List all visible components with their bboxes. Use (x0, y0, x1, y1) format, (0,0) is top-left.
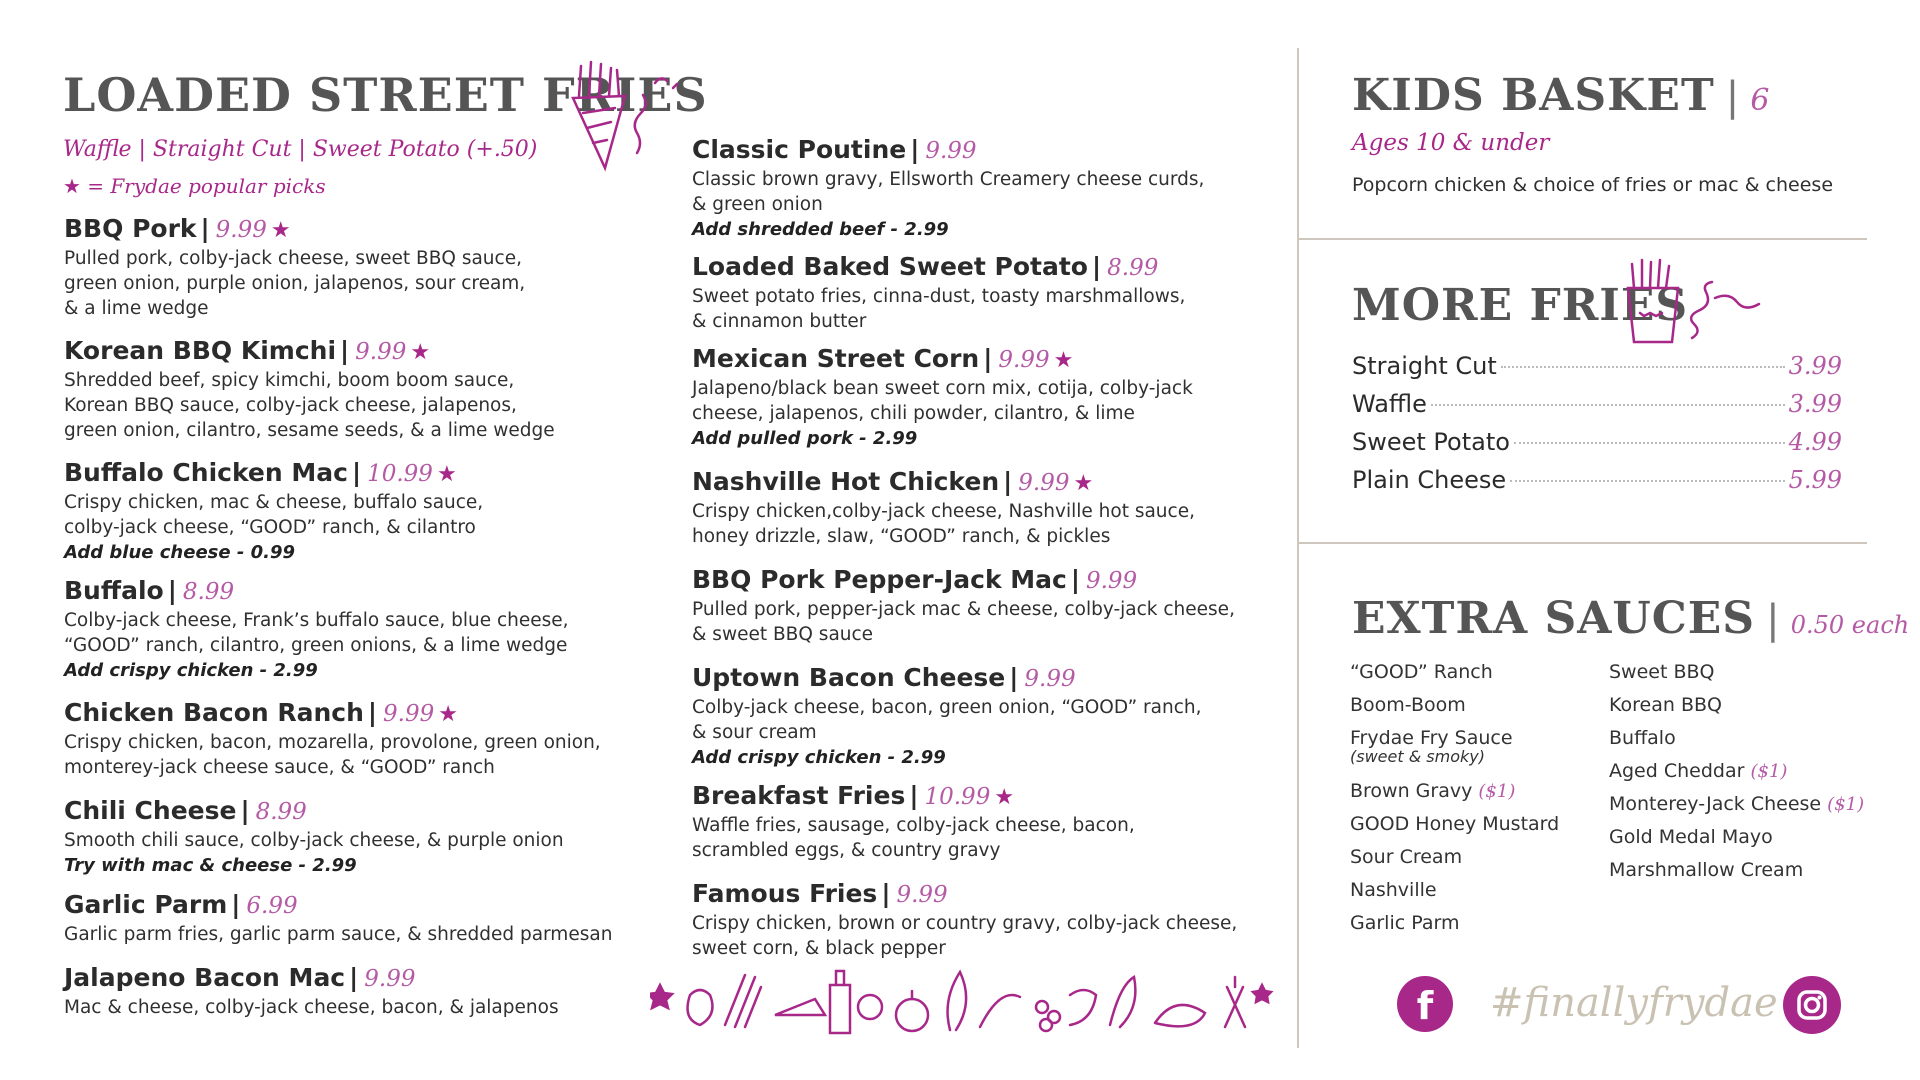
menu-item-desc: Smooth chili sauce, colby-jack cheese, & purple onion (64, 830, 564, 851)
menu-item-desc: scrambled eggs, & country gravy (692, 840, 1001, 861)
fries-cone-icon (565, 58, 695, 173)
menu-item-name: Chili Cheese | 8.99 (64, 796, 307, 825)
menu-item-name: Buffalo Chicken Mac | 10.99 ★ (64, 458, 457, 487)
menu-item-addon: Try with mac & cheese - 2.99 (64, 855, 357, 876)
menu-item-desc: green onion, cilantro, sesame seeds, & a lime wedge (64, 420, 555, 441)
menu-item-price: 9.99 (998, 347, 1050, 373)
kids-basket-ages: Ages 10 & under (1352, 130, 1550, 156)
sauce-item (1609, 694, 1722, 716)
popular-legend (63, 174, 326, 198)
sauce-item (1350, 813, 1559, 835)
sauce-item (1350, 780, 1515, 802)
menu-item-desc: Colby-jack cheese, bacon, green onion, “GOOD” ranch, (692, 697, 1202, 718)
sauce-extra-price: ($1) (1827, 794, 1865, 815)
sauce-name: Sour Cream (1350, 846, 1463, 868)
star-icon: ★ (270, 218, 291, 243)
sauce-item (1350, 727, 1513, 765)
menu-item-desc: sweet corn, & black pepper (692, 938, 946, 959)
menu-item-price: 8.99 (1107, 255, 1159, 281)
menu-item-desc: Crispy chicken, mac & cheese, buffalo sauce, (64, 492, 484, 513)
star-icon: ★ (1053, 348, 1074, 373)
vertical-divider (1297, 48, 1299, 1048)
kids-basket-header: KIDS BASKET | 6 (1352, 70, 1770, 121)
menu-item-addon: Add crispy chicken - 2.99 (64, 660, 318, 681)
menu-item-price: 9.99 (364, 966, 416, 992)
leader-dots (1431, 404, 1785, 406)
sauce-item (1609, 859, 1803, 881)
sauce-name: Gold Medal Mayo (1609, 826, 1773, 848)
menu-item-desc: Classic brown gravy, Ellsworth Creamery cheese curds, (692, 169, 1205, 190)
menu-item-price: 10.99 (924, 784, 991, 810)
menu-item-name: Mexican Street Corn | 9.99 ★ (692, 344, 1074, 373)
menu-item-desc: Crispy chicken,colby-jack cheese, Nashville hot sauce, (692, 501, 1195, 522)
menu-item-desc: Sweet potato fries, cinna-dust, toasty marshmallows, (692, 286, 1186, 307)
sauce-item (1609, 661, 1715, 683)
menu-item-price: 8.99 (182, 579, 235, 605)
menu-item (692, 564, 1292, 647)
fries-price: 3.99 (1788, 352, 1842, 380)
star-icon: ★ (410, 340, 431, 365)
menu-item-price: 9.99 (1024, 666, 1076, 692)
menu-item (692, 466, 1292, 549)
menu-item (64, 335, 664, 443)
loaded-fries-title: LOADED STREET FRIES (63, 68, 708, 122)
menu-item (64, 457, 664, 565)
menu-item-name: Loaded Baked Sweet Potato | 8.99 (692, 252, 1159, 281)
menu-item (692, 134, 1292, 242)
sauce-extra-price: ($1) (1478, 781, 1516, 802)
menu-item-price: 9.99 (896, 882, 948, 908)
menu-item (64, 962, 664, 1020)
menu-item (64, 213, 664, 321)
leader-dots (1510, 480, 1784, 482)
menu-item-addon: Add crispy chicken - 2.99 (692, 747, 946, 768)
menu-item-name: BBQ Pork | 9.99 ★ (64, 214, 291, 243)
fries-row (1352, 390, 1842, 426)
menu-item-desc: green onion, purple onion, jalapenos, sour cream, (64, 273, 526, 294)
sauce-name: Sweet BBQ (1609, 661, 1715, 683)
menu-item (64, 697, 664, 780)
sauce-name: Boom-Boom (1350, 694, 1466, 716)
menu-item-name: Buffalo | 8.99 (64, 576, 235, 605)
menu-item-desc: & cinnamon butter (692, 311, 867, 332)
sauce-name: GOOD Honey Mustard (1350, 813, 1560, 835)
hashtag[interactable]: #finallyfrydae (1490, 980, 1778, 1026)
menu-item (692, 878, 1292, 961)
menu-item-name: Chicken Bacon Ranch | 9.99 ★ (64, 698, 458, 727)
fries-box-icon (1620, 258, 1770, 348)
fries-name: Plain Cheese (1352, 466, 1507, 494)
menu-item-price: 9.99 (1018, 470, 1070, 496)
sauce-name: Buffalo (1609, 727, 1676, 749)
menu-item (692, 662, 1292, 770)
menu-item-name: Korean BBQ Kimchi | 9.99 ★ (64, 336, 431, 365)
menu-item-desc: Pulled pork, colby-jack cheese, sweet BBQ sauce, (64, 248, 522, 269)
menu-item (64, 575, 664, 683)
divider-fries-sauces (1297, 542, 1867, 544)
menu-item-desc: monterey-jack cheese sauce, & “GOOD” ranch (64, 757, 495, 778)
kids-basket-title: KIDS BASKET (1352, 70, 1715, 121)
instagram-icon[interactable] (1783, 976, 1841, 1034)
extra-sauces-header: EXTRA SAUCES | 0.50 each (1352, 593, 1910, 644)
menu-item (64, 889, 664, 947)
menu-item-name: Jalapeno Bacon Mac | 9.99 (64, 963, 416, 992)
menu-item-desc: “GOOD” ranch, cilantro, green onions, & a lime wedge (64, 635, 568, 656)
fries-price: 4.99 (1788, 428, 1842, 456)
menu-item-desc: Pulled pork, pepper-jack mac & cheese, colby-jack cheese, (692, 599, 1235, 620)
menu-item-name: Classic Poutine | 9.99 (692, 135, 977, 164)
facebook-icon[interactable]: f (1397, 976, 1453, 1032)
star-icon: ★ (63, 174, 81, 198)
sauce-note: (sweet & smoky) (1350, 747, 1485, 766)
sauce-item (1609, 727, 1676, 749)
menu-item-price: 9.99 (215, 217, 267, 243)
menu-item-desc: Shredded beef, spicy kimchi, boom boom sauce, (64, 370, 515, 391)
sauce-item (1350, 694, 1466, 716)
menu-item-desc: colby-jack cheese, “GOOD” ranch, & cilantro (64, 517, 476, 538)
menu-item-desc: honey drizzle, slaw, “GOOD” ranch, & pickles (692, 526, 1111, 547)
menu-item-addon: Add shredded beef - 2.99 (692, 219, 949, 240)
extra-sauces-title: EXTRA SAUCES (1352, 593, 1756, 644)
menu-item (64, 795, 664, 878)
extra-sauces-price: 0.50 each (1790, 611, 1910, 639)
star-icon: ★ (994, 785, 1015, 810)
menu-item-desc: Crispy chicken, bacon, mozarella, provolone, green onion, (64, 732, 601, 753)
menu-item-price: 8.99 (255, 799, 307, 825)
menu-item-desc: & a lime wedge (64, 298, 209, 319)
more-fries-title: MORE FRIES (1352, 280, 1689, 331)
popular-legend-text: = Frydae popular picks (87, 174, 326, 198)
menu-item-name: Garlic Parm | 6.99 (64, 890, 298, 919)
fries-row (1352, 428, 1842, 464)
menu-item (692, 780, 1292, 863)
sauce-item (1609, 793, 1864, 815)
sauce-name: Brown Gravy (1350, 780, 1473, 802)
menu-item-addon: Add pulled pork - 2.99 (692, 428, 918, 449)
menu-item (692, 251, 1292, 334)
menu-item-price: 9.99 (1085, 568, 1138, 594)
sauce-name: “GOOD” Ranch (1350, 661, 1493, 683)
fries-price: 5.99 (1788, 466, 1842, 494)
fries-price: 3.99 (1788, 390, 1842, 418)
sauce-item (1609, 826, 1773, 848)
menu-item (692, 343, 1292, 451)
menu-item-price: 9.99 (355, 339, 407, 365)
sauce-item (1350, 912, 1459, 934)
menu-item-desc: & sour cream (692, 722, 817, 743)
sauce-name: Korean BBQ (1609, 694, 1722, 716)
menu-item-name: Nashville Hot Chicken | 9.99 ★ (692, 467, 1094, 496)
menu-item-name: BBQ Pork Pepper-Jack Mac | 9.99 (692, 565, 1138, 594)
leader-dots (1501, 366, 1785, 368)
kids-basket-price: 6 (1750, 83, 1770, 118)
fries-name: Waffle (1352, 390, 1427, 418)
menu-item-desc: cheese, jalapenos, chili powder, cilantro, & lime (692, 403, 1135, 424)
sauce-name: Aged Cheddar (1609, 760, 1745, 782)
fries-row (1352, 466, 1842, 502)
fries-name: Sweet Potato (1352, 428, 1510, 456)
menu-item-name: Breakfast Fries | 10.99 ★ (692, 781, 1015, 810)
menu-item-name: Uptown Bacon Cheese | 9.99 (692, 663, 1076, 692)
sauce-item (1609, 760, 1787, 782)
loaded-fries-subtitle: Waffle | Straight Cut | Sweet Potato (+.50) (63, 137, 538, 162)
sauce-name: Marshmallow Cream (1609, 859, 1804, 881)
sauce-item (1350, 846, 1462, 868)
sauce-name: Garlic Parm (1350, 912, 1460, 934)
food-illustrations-icon (650, 965, 1280, 1045)
menu-item-desc: Korean BBQ sauce, colby-jack cheese, jalapenos, (64, 395, 517, 416)
sauce-name: Nashville (1350, 879, 1437, 901)
fries-row (1352, 352, 1842, 388)
menu-item-desc: & green onion (692, 194, 823, 215)
fries-name: Straight Cut (1352, 352, 1497, 380)
star-icon: ★ (436, 462, 457, 487)
menu-item-name: Famous Fries | 9.99 (692, 879, 948, 908)
sauce-name: Monterey-Jack Cheese (1609, 793, 1822, 815)
sauce-item (1350, 661, 1493, 683)
menu-item-addon: Add blue cheese - 0.99 (64, 542, 295, 563)
sauce-extra-price: ($1) (1750, 761, 1788, 782)
kids-basket-desc: Popcorn chicken & choice of fries or mac & cheese (1352, 174, 1834, 196)
star-icon: ★ (438, 702, 458, 727)
sauce-name: Frydae Fry Sauce (1350, 727, 1513, 749)
menu-item-desc: & sweet BBQ sauce (692, 624, 874, 645)
menu-item-desc: Crispy chicken, brown or country gravy, colby-jack cheese, (692, 913, 1238, 934)
menu-item-desc: Waffle fries, sausage, colby-jack cheese, bacon, (692, 815, 1135, 836)
menu-item-price: 10.99 (367, 461, 433, 487)
menu-item-desc: Colby-jack cheese, Frank’s buffalo sauce, blue cheese, (64, 610, 569, 631)
menu-item-desc: Jalapeno/black bean sweet corn mix, cotija, colby-jack (692, 378, 1193, 399)
sauce-item (1350, 879, 1437, 901)
menu-item-price: 9.99 (925, 138, 977, 164)
menu-item-desc: Mac & cheese, colby-jack cheese, bacon, & jalapenos (64, 997, 559, 1018)
menu-item-desc: Garlic parm fries, garlic parm sauce, & shredded parmesan (64, 924, 613, 945)
divider-kids-fries (1297, 238, 1867, 240)
leader-dots (1514, 442, 1785, 444)
menu-item-price: 6.99 (246, 893, 298, 919)
star-icon: ★ (1073, 471, 1094, 496)
menu-item-price: 9.99 (383, 701, 435, 727)
